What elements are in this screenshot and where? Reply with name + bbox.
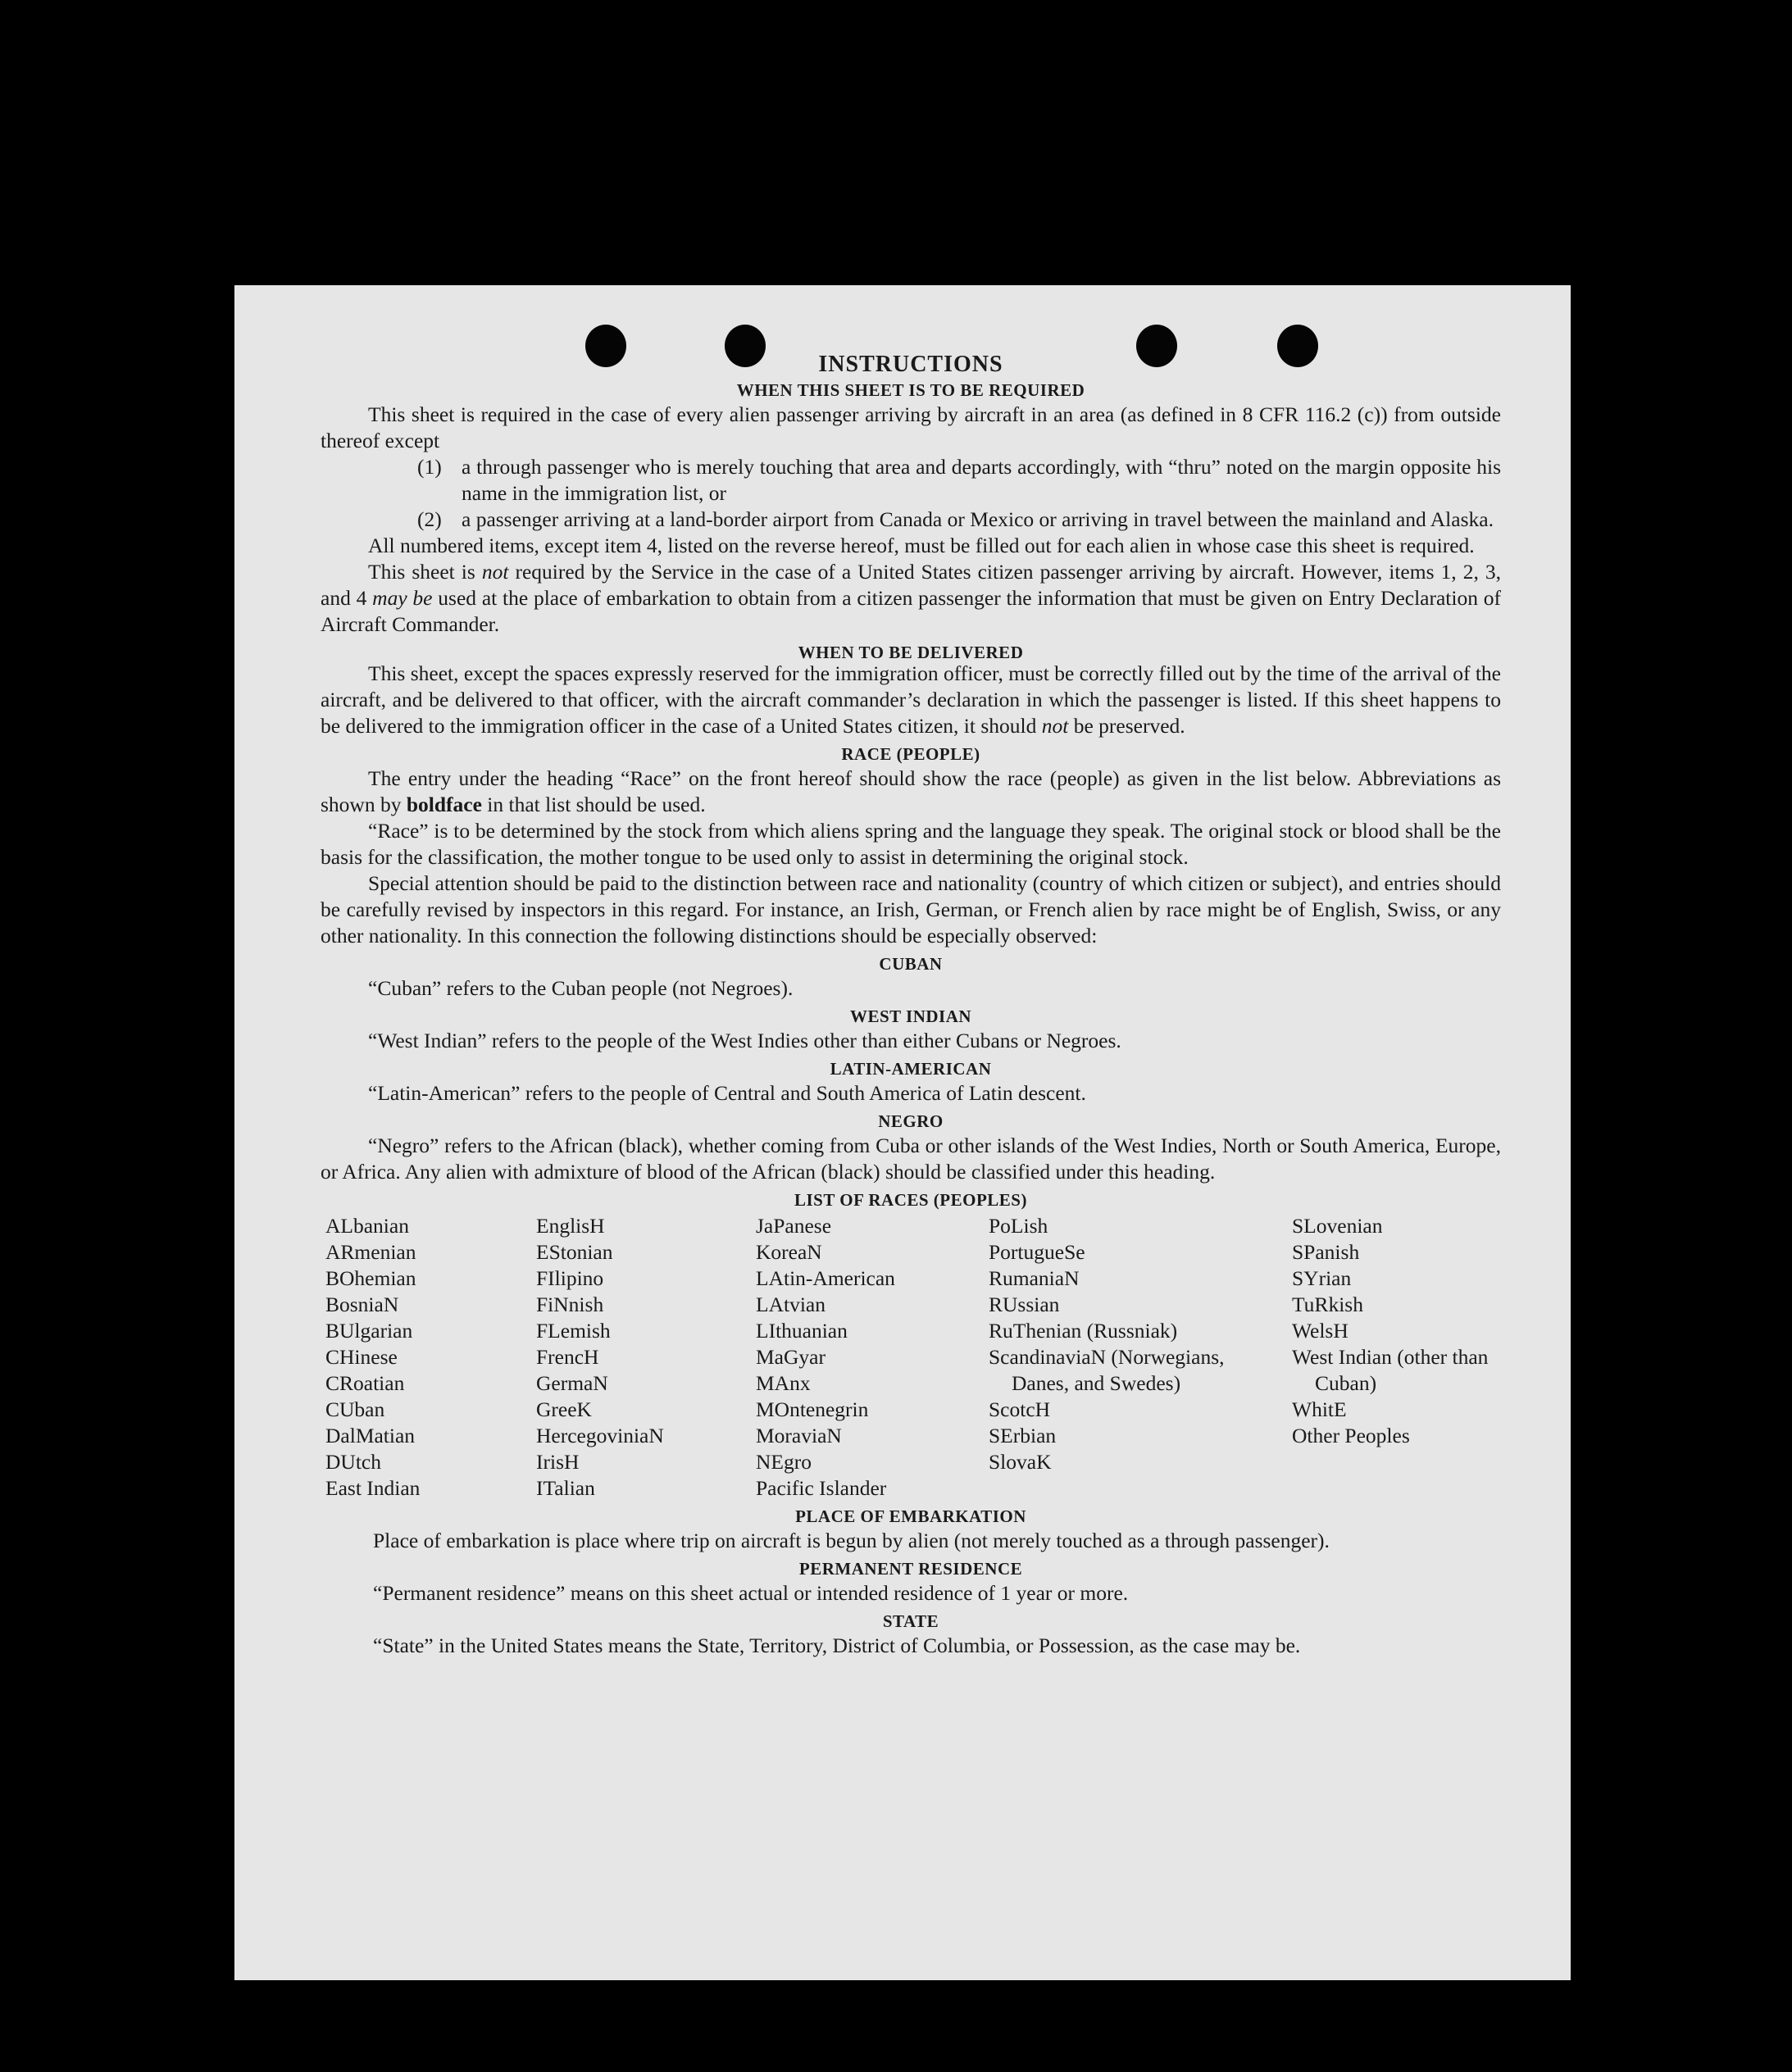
race-entry: MOntenegrin — [756, 1397, 869, 1421]
section-heading-list-of-races: LIST OF RACES (PEOPLES) — [794, 1190, 1027, 1210]
section-heading-latin-american: LATIN-AMERICAN — [830, 1059, 992, 1079]
race-entry: IrisH — [536, 1450, 580, 1474]
race-entry: SLovenian — [1292, 1214, 1383, 1238]
section-heading-when-delivered: WHEN TO BE DELIVERED — [798, 643, 1024, 662]
race-entry: EStonian — [536, 1240, 613, 1264]
race-entry: DUtch — [325, 1450, 381, 1474]
race-entry: BUlgarian — [325, 1319, 413, 1343]
race-entry: SErbian — [989, 1424, 1057, 1447]
race-paragraph-1: The entry under the heading “Race” on the front hereof should show the race (people) as given in the list below. Abbreviations as shown by boldface in that list should be used. — [321, 766, 1501, 816]
race-entry: FrencH — [536, 1345, 599, 1369]
race-entry: EnglisH — [536, 1214, 605, 1238]
race-entry: ScotcH — [989, 1397, 1051, 1421]
section-heading-permanent-residence: PERMANENT RESIDENCE — [798, 1559, 1023, 1579]
race-entry: East Indian — [325, 1476, 421, 1500]
citizen-paragraph: This sheet is not required by the Service in the case of a United States citizen passenger arriving by aircraft. However, items 1, 2, 3, and 4 may be used at the place of embarkation to obtain from a citizen passenger the information that must be given on Entry Declaration of Aircraft Commander. — [321, 560, 1501, 636]
race-entry: ALbanian — [325, 1214, 409, 1238]
race-entry: HercegoviniaN — [536, 1424, 664, 1447]
section-heading-state: STATE — [882, 1611, 939, 1631]
race-entry: MaGyar — [756, 1345, 826, 1369]
negro-definition: “Negro” refers to the African (black), whether coming from Cuba or other islands of the West Indies, North or South America, Europe, or Africa. Any alien with admixture of blood of the African (black) should be classified under this heading. — [321, 1134, 1501, 1184]
race-entry: TuRkish — [1292, 1293, 1363, 1316]
race-entry: BOhemian — [325, 1266, 416, 1290]
exception-item-1 — [417, 454, 1501, 507]
race-paragraph-3: Special attention should be paid to the distinction between race and nationality (country of which citizen or subject), and entries should be carefully revised by inspectors in this regard. For instance, an Irish, German, or French alien by race might be of English, Swiss, or any other nationality. In this connection the following distinctions should be especially observed: — [321, 871, 1501, 947]
section-heading-when-required: WHEN THIS SHEET IS TO BE REQUIRED — [736, 380, 1085, 400]
race-entry: CUban — [325, 1397, 385, 1421]
section-heading-cuban: CUBAN — [879, 954, 943, 974]
exception-number: (2) — [417, 507, 442, 531]
page-title: INSTRUCTIONS — [818, 352, 1003, 377]
race-entry: Pacific Islander — [756, 1476, 887, 1500]
exception-text: a through passenger who is merely touching that area and departs accordingly, with “thru” noted on the margin opposite his name in the immigration list, or — [462, 455, 1501, 505]
race-entry: WelsH — [1292, 1319, 1349, 1343]
race-entry: GreeK — [536, 1397, 592, 1421]
race-entry: FiNnish — [536, 1293, 604, 1316]
race-entry: FIlipino — [536, 1266, 604, 1290]
section-heading-west-indian: WEST INDIAN — [849, 1006, 972, 1026]
instructions-content — [321, 351, 1501, 1659]
race-entry: ScandinaviaN (Norwegians, Danes, and Swedes) — [989, 1345, 1225, 1395]
west-indian-definition: “West Indian” refers to the people of the West Indies other than either Cubans or Negroes. — [368, 1029, 1121, 1052]
exception-number: (1) — [417, 455, 442, 479]
numbered-items-paragraph: All numbered items, except item 4, listed on the reverse hereof, must be filled out for each alien in whose case this sheet is required. — [368, 534, 1475, 557]
race-entry: WhitE — [1292, 1397, 1347, 1421]
document-sheet — [234, 285, 1571, 1980]
race-entry: SPanish — [1292, 1240, 1360, 1264]
race-entry: ITalian — [536, 1476, 595, 1500]
state-paragraph: “State” in the United States means the State, Territory, District of Columbia, or Possession, as the case may be. — [373, 1634, 1301, 1657]
race-entry: MAnx — [756, 1371, 811, 1395]
races-column-3 — [756, 1213, 989, 1502]
race-entry: JaPanese — [756, 1214, 832, 1238]
race-entry: West Indian (other than Cuban) — [1292, 1345, 1489, 1395]
race-entry: LAtvian — [756, 1293, 826, 1316]
race-entry: DalMatian — [325, 1424, 416, 1447]
race-entry: ARmenian — [325, 1240, 416, 1264]
race-entry: FLemish — [536, 1319, 611, 1343]
race-entry: RuThenian (Russniak) — [989, 1319, 1178, 1343]
race-entry: Other Peoples — [1292, 1424, 1410, 1447]
when-delivered-paragraph: This sheet, except the spaces expressly reserved for the immigration officer, must be correctly filled out by the time of the arrival of the aircraft, and be delivered to that officer, with the aircraft commander’s declaration in which the passenger is listed. If this sheet happens to be delivered to the immigration officer in the case of a United States citizen, it should not be preserved. — [321, 661, 1501, 738]
race-entry: MoraviaN — [756, 1424, 842, 1447]
race-entry: BosniaN — [325, 1293, 399, 1316]
race-paragraph-2: “Race” is to be determined by the stock from which aliens spring and the language they speak. The original stock or blood shall be the basis for the classification, the mother tongue to be used only to assist in determining the original stock. — [321, 819, 1501, 869]
race-entry: LIthuanian — [756, 1319, 848, 1343]
race-entry: RumaniaN — [989, 1266, 1080, 1290]
race-entry: SlovaK — [989, 1450, 1052, 1474]
race-entry: PoLish — [989, 1214, 1048, 1238]
section-heading-embarkation: PLACE OF EMBARKATION — [795, 1506, 1026, 1526]
when-required-intro: This sheet is required in the case of every alien passenger arriving by aircraft in an area (as defined in 8 CFR 116.2 (c)) from outside thereof except — [321, 402, 1501, 452]
race-entry: RUssian — [989, 1293, 1060, 1316]
section-heading-race: RACE (PEOPLE) — [841, 744, 980, 764]
exception-item-2 — [417, 507, 1501, 533]
exception-text: a passenger arriving at a land-border airport from Canada or Mexico or arriving in travel between the mainland and Alaska. — [462, 507, 1494, 531]
latin-american-definition: “Latin-American” refers to the people of Central and South America of Latin descent. — [368, 1081, 1086, 1105]
races-column-1 — [325, 1213, 536, 1502]
embarkation-paragraph: Place of embarkation is place where trip on aircraft is begun by alien (not merely touched as a through passenger). — [373, 1529, 1330, 1552]
race-entry: LAtin-American — [756, 1266, 895, 1290]
race-entry: SYrian — [1292, 1266, 1352, 1290]
race-entry: NEgro — [756, 1450, 812, 1474]
races-column-5 — [1292, 1213, 1501, 1502]
residence-paragraph: “Permanent residence” means on this sheet actual or intended residence of 1 year or more. — [373, 1581, 1129, 1605]
race-entry: CHinese — [325, 1345, 398, 1369]
cuban-definition: “Cuban” refers to the Cuban people (not Negroes). — [368, 976, 794, 1000]
races-list — [321, 1213, 1501, 1502]
race-entry: KoreaN — [756, 1240, 822, 1264]
race-entry: CRoatian — [325, 1371, 405, 1395]
races-column-4 — [989, 1213, 1292, 1502]
section-heading-negro: NEGRO — [878, 1111, 944, 1131]
races-column-2 — [536, 1213, 756, 1502]
race-entry: PortugueSe — [989, 1240, 1085, 1264]
race-entry: GermaN — [536, 1371, 608, 1395]
